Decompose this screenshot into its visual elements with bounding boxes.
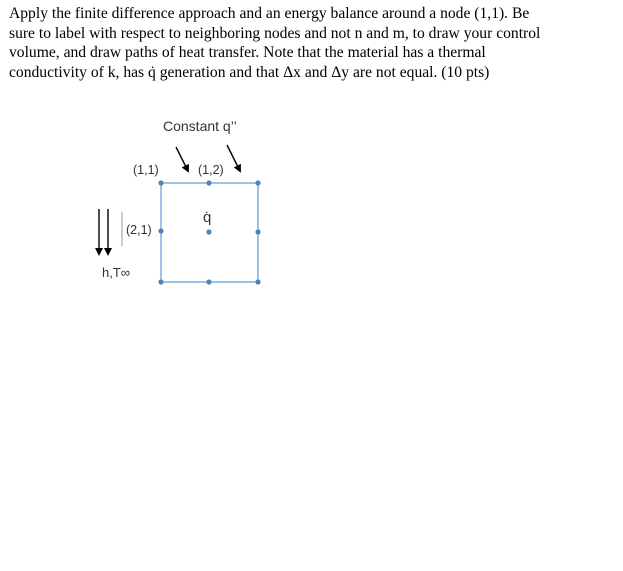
heat-flux-arrow-1: [176, 147, 188, 171]
node-1-3: [255, 180, 260, 185]
convection-label: h,T∞: [102, 265, 131, 280]
node-1-1-label: (1,1): [133, 163, 159, 177]
node-2-3: [255, 229, 260, 234]
node-1-2-label: (1,2): [198, 163, 224, 177]
problem-line-2: sure to label with respect to neighboring nodes and not n and m, to draw your control: [9, 24, 541, 42]
node-2-2: [206, 229, 211, 234]
node-1-2: [206, 180, 211, 185]
node-2-1-label: (2,1): [126, 223, 152, 237]
constant-flux-label: Constant q’’: [163, 118, 237, 134]
problem-line-1: Apply the finite difference approach and an energy balance around a node (1,1). Be: [9, 5, 530, 22]
problem-line-4: conductivity of k, has q̇ generation and that Δx and Δy are not equal. (10 pts): [9, 63, 490, 81]
node-1-1: [158, 180, 163, 185]
node-3-3: [255, 279, 260, 284]
node-2-1: [158, 228, 163, 233]
node-3-1: [158, 279, 163, 284]
generation-label: q̇: [203, 209, 212, 226]
node-3-2: [206, 279, 211, 284]
heat-flux-arrow-2: [227, 145, 240, 171]
problem-line-3: volume, and draw paths of heat transfer. Note that the material has a thermal: [9, 44, 486, 62]
